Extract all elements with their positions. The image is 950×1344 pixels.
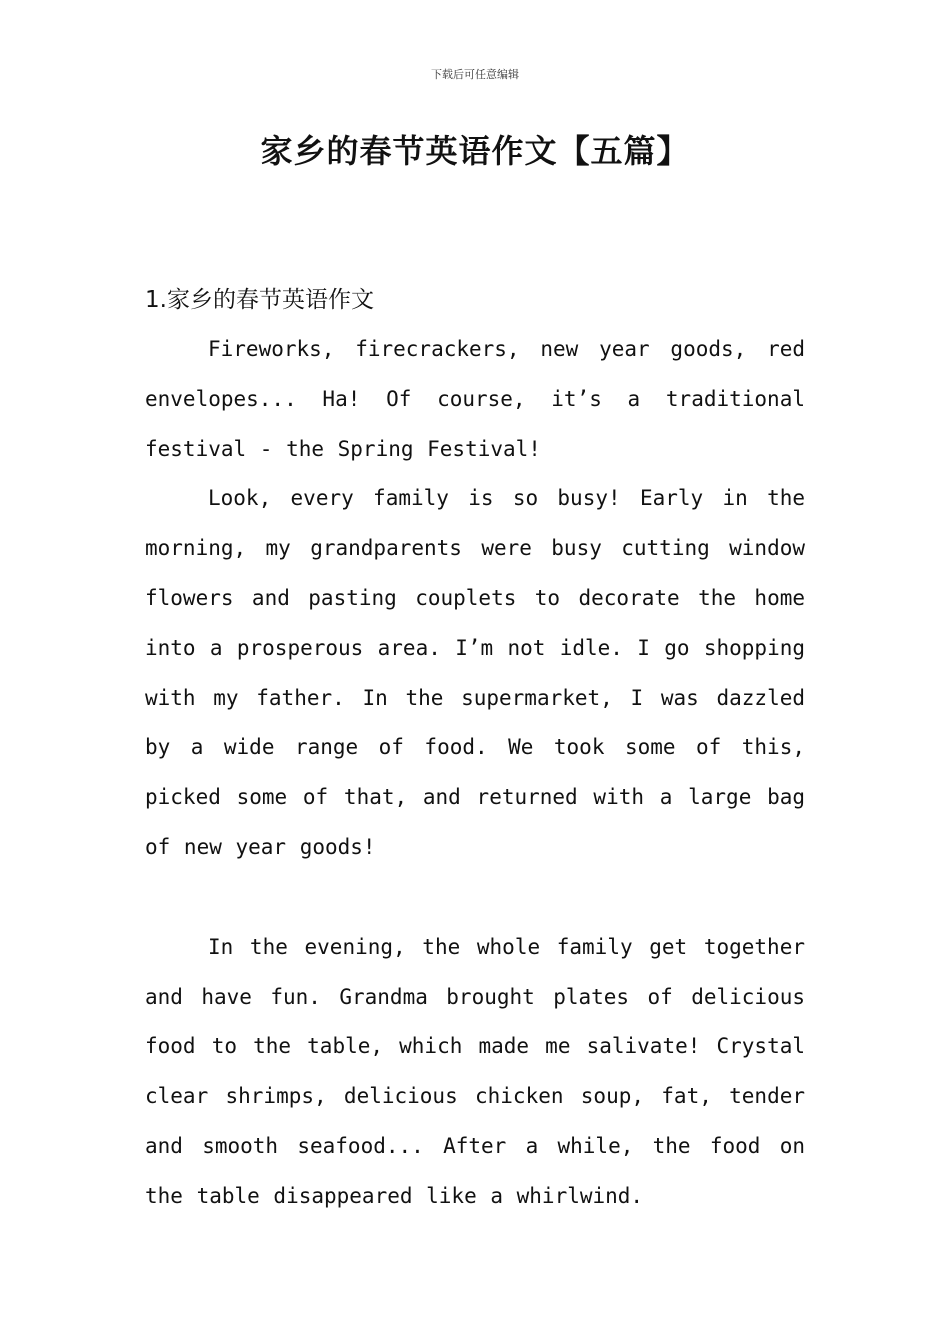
document-body [145,275,805,1222]
paragraph-1: Fireworks, firecrackers, new year goods, red envelopes... Ha! Of course, it’s a traditional festival - the Spring Festival! [145,337,805,461]
header-note: 下载后可任意编辑 [431,68,519,81]
paragraph-3: In the evening, the whole family get together and have fun. Grandma brought plates of delicious food to the table, which made me salivate! Crystal clear shrimps, delicious chicken soup, fat, tender and smooth seafood... After a while, the food on the table disappeared like a whirlwind. [145,934,805,1208]
paragraph-2: Look, every family is so busy! Early in the morning, my grandparents were busy cutting window flowers and pasting couplets to decorate the home into a prosperous area. I’m not idle. I go shopping with my father. In the supermarket, I was dazzled by a wide range of food. We took some of this, picked some of that, and returned with a large bag of new year goods! [145,486,805,859]
section-heading: 1.家乡的春节英语作文 [145,287,374,313]
document-title: 家乡的春节英语作文【五篇】 [260,132,690,170]
paragraph-spacer [145,873,805,923]
